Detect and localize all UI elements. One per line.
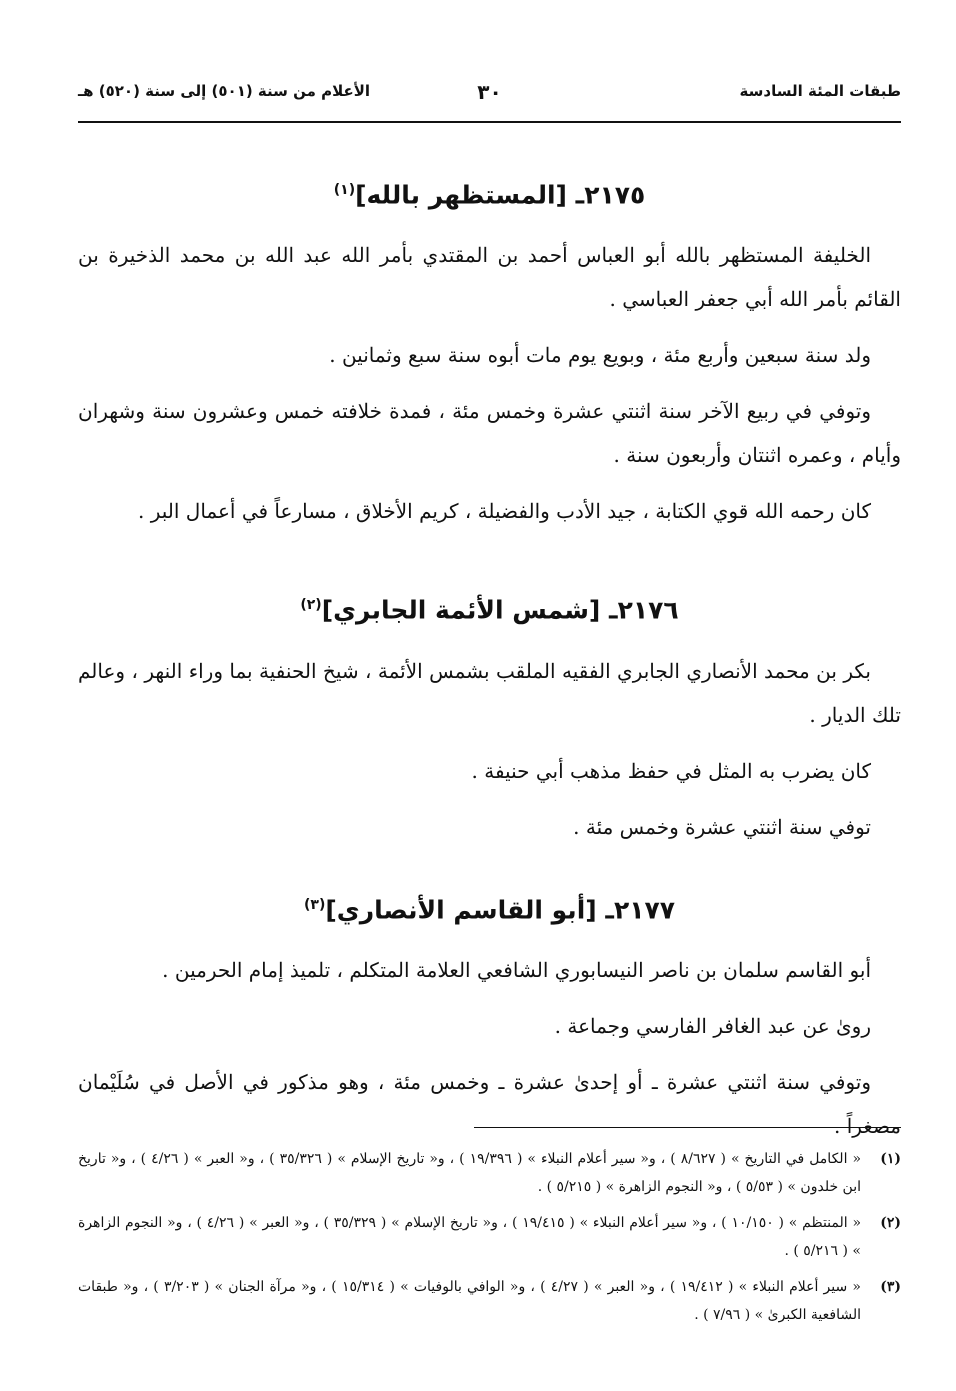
running-header <box>78 80 901 120</box>
footnote-text: « المنتظم » ( ١٠/١٥٠ ) ، و« سير أعلام النبلاء » ( ١٩/٤١٥ ) ، و« تاريخ الإسلام » ( ٣٥/٣٢٩ ) ، و« العبر » ( ٤/٢٦ ) ، و« النجوم الزاهرة » ( ٥/٢١٦ ) . <box>78 1215 862 1259</box>
paragraph: وتوفي في ربيع الآخر سنة اثنتي عشرة وخمس مئة ، فمدة خلافته خمس وعشرون سنة وشهران وأيام ، وعمره اثنتان وأربعون سنة . <box>78 399 901 468</box>
footnote-divider <box>474 1127 901 1128</box>
paragraph: كان رحمه الله قوي الكتابة ، جيد الأدب والفضيلة ، كريم الأخلاق ، مسارعاً في أعمال البر . <box>138 499 871 524</box>
paragraph: كان يضرب به المثل في حفظ مذهب أبي حنيفة . <box>471 758 871 783</box>
footnote-ref: (٣) <box>304 896 326 913</box>
paragraph: أبو القاسم سلمان بن ناصر النيسابوري الشافعي العلامة المتكلم ، تلميذ إمام الحرمين . <box>162 957 871 982</box>
header-divider <box>78 121 901 123</box>
footnote-ref: (٢) <box>300 597 322 614</box>
paragraph: وتوفي سنة اثنتي عشرة ـ أو إحدىٰ عشرة ـ وخمس مئة ، وهو مذكور في الأصل في سُلَيْمان مصغراً . <box>78 1069 901 1138</box>
footnote <box>78 1273 901 1329</box>
paragraph: روىٰ عن عبد الغافر الفارسي وجماعة . <box>554 1013 871 1038</box>
entry-2175 <box>78 170 901 533</box>
paragraph: توفي سنة اثنتي عشرة وخمس مئة . <box>573 814 871 839</box>
footnote-text: « الكامل في التاريخ » ( ٨/٦٢٧ ) ، و« سير أعلام النبلاء » ( ١٩/٣٩٦ ) ، و« تاريخ الإسلام » ( ٣٥/٣٢٦ ) ، و« العبر » ( ٤/٢٦ ) ، و« تاريخ ابن خلدون » ( ٥/٥٣ ) ، و« النجوم الزاهرة » ( ٥/٢١٥ ) . <box>78 1151 862 1195</box>
footnote-number: (١) <box>880 1151 901 1167</box>
footnote-number: (٣) <box>880 1279 901 1295</box>
page-body <box>78 160 901 1160</box>
footnote <box>78 1209 901 1265</box>
entry-title: ٢١٧٦ـ [شمس الأئمة الجابري]$^{(٢)}$ <box>300 595 679 625</box>
paragraph: الخليفة المستظهر بالله أبو العباس أحمد بن المقتدي بأمر الله عبد الله بن محمد الذخيرة بن القائم بأمر الله أبي جعفر العباسي . <box>78 243 901 312</box>
entry-2177 <box>78 885 901 1148</box>
footnote-text: « سير أعلام النبلاء » ( ١٩/٤١٢ ) ، و« العبر » ( ٤/٢٧ ) ، و« الوافي بالوفيات » ( ١٥/٣١٤ ) ، و« مرآة الجنان » ( ٣/٢٠٣ ) ، و« طبقات الشافعية الكبرىٰ » ( ٧/٩٦ ) . <box>78 1279 861 1323</box>
footnote <box>78 1145 901 1201</box>
paragraph: بكر بن محمد الأنصاري الجابري الفقيه الملقب بشمس الأئمة ، شيخ الحنفية بما وراء النهر ، وعالم تلك الديار . <box>78 658 901 727</box>
entry-2176 <box>78 585 901 848</box>
entry-title: ٢١٧٧ـ [أبو القاسم الأنصاري]$^{(٣)}$ <box>304 894 675 924</box>
paragraph: ولد سنة سبعين وأربع مئة ، وبويع يوم مات أبوه سنة سبع وثمانين . <box>329 343 871 368</box>
footnotes <box>78 1145 901 1337</box>
page-number: ٣٠ <box>477 80 502 104</box>
footnote-ref: (١) <box>333 182 356 198</box>
header-range-title: الأعلام من سنة (٥٠١) إلى سنة (٥٢٠) هـ <box>78 82 371 100</box>
entry-title: ٢١٧٥ـ [المستظهر بالله]$^{(١)}$ <box>333 180 646 210</box>
footnote-number: (٢) <box>880 1215 901 1231</box>
header-chapter-title: طبقات المئة السادسة <box>739 82 901 100</box>
